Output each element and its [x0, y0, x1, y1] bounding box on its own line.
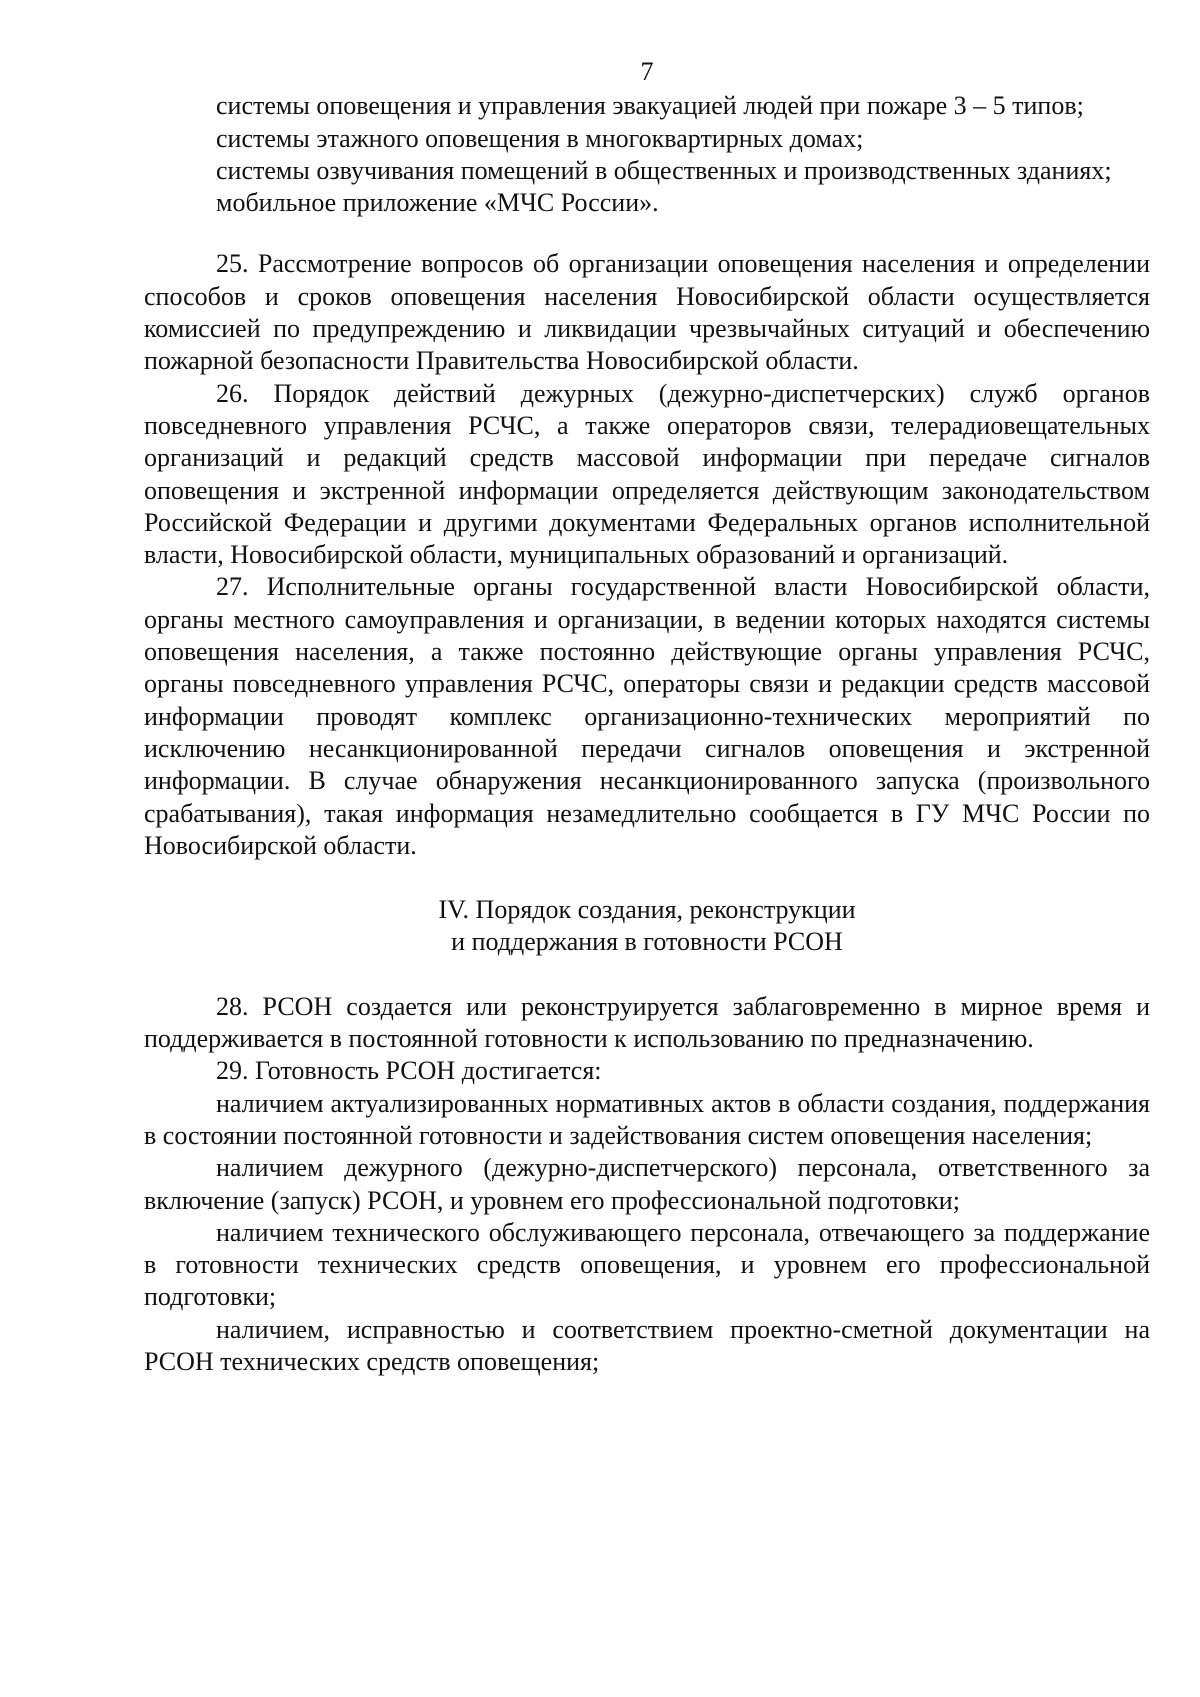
paragraph-26: 26. Порядок действий дежурных (дежурно-диспетчерских) служб органов повседневного управления РСЧС, а также операторов связи, телерадиовещательных организаций и редакций средств массовой информации при передаче сигналов оповещения и экстренной информации определяется действующим законодательством Российской Федерации и другими документами Федеральных органов исполнительной власти, Новосибирской области, муниципальных образований и организаций.	[144, 378, 1150, 570]
list-item: наличием, исправностью и соответствием проектно-сметной документации на РСОН технических средств оповещения;	[144, 1314, 1150, 1376]
paragraph-27: 27. Исполнительные органы государственной власти Новосибирской области, органы местного самоуправления и организации, в ведении которых находятся системы оповещения населения, а также постоянно действующие органы управления РСЧС, органы повседневного управления РСЧС, операторы связи и редакции средств массовой информации проводят комплекс организационно-технических мероприятий по исключению несанкционированной передачи сигналов оповещения и экстренной информации. В случае обнаружения несанкционированного запуска (произвольного срабатывания), такая информация незамедлительно сообщается в ГУ МЧС России по Новосибирской области.	[144, 572, 1150, 860]
document-page	[144, 56, 1150, 1378]
list-item: наличием актуализированных нормативных актов в области создания, поддержания в состоянии постоянной готовности и задействования систем оповещения населения;	[144, 1088, 1150, 1150]
list-item: наличием дежурного (дежурно-диспетчерского) персонала, ответственного за включение (запуск) РСОН, и уровнем его профессиональной подготовки;	[144, 1153, 1150, 1215]
section-gap	[144, 862, 1150, 894]
list-item: системы этажного оповещения в многоквартирных домах;	[216, 123, 864, 153]
paragraph-29: 29. Готовность РСОН достигается:	[216, 1056, 602, 1086]
paragraph-25: 25. Рассмотрение вопросов об организации оповещения населения и определении способов и сроков оповещения населения Новосибирской области осуществляется комиссией по предупреждению и ликвидации чрезвычайных ситуаций и обеспечению пожарной безопасности Правительства Новосибирской области.	[144, 249, 1150, 376]
list-item: системы озвучивания помещений в общественных и производственных зданиях;	[216, 155, 1112, 185]
paragraph-28: 28. РСОН создается или реконструируется заблаговременно в мирное время и поддерживается в постоянной готовности к использованию по предназначению.	[144, 991, 1150, 1054]
section-heading-line-2: и поддержания в готовности РСОН	[451, 927, 843, 957]
section-gap	[144, 959, 1150, 991]
list-item: наличием технического обслуживающего персонала, отвечающего за поддержание в готовности технических средств оповещения, и уровнем его профессиональной подготовки;	[144, 1217, 1150, 1312]
section-heading-line-1: IV. Порядок создания, реконструкции	[438, 895, 856, 925]
paragraph-gap	[144, 219, 1150, 248]
page-number: 7	[640, 57, 654, 86]
list-item: мобильное приложение «МЧС России».	[216, 188, 659, 218]
list-item: системы оповещения и управления эвакуацией людей при пожаре 3 – 5 типов;	[216, 91, 1084, 121]
